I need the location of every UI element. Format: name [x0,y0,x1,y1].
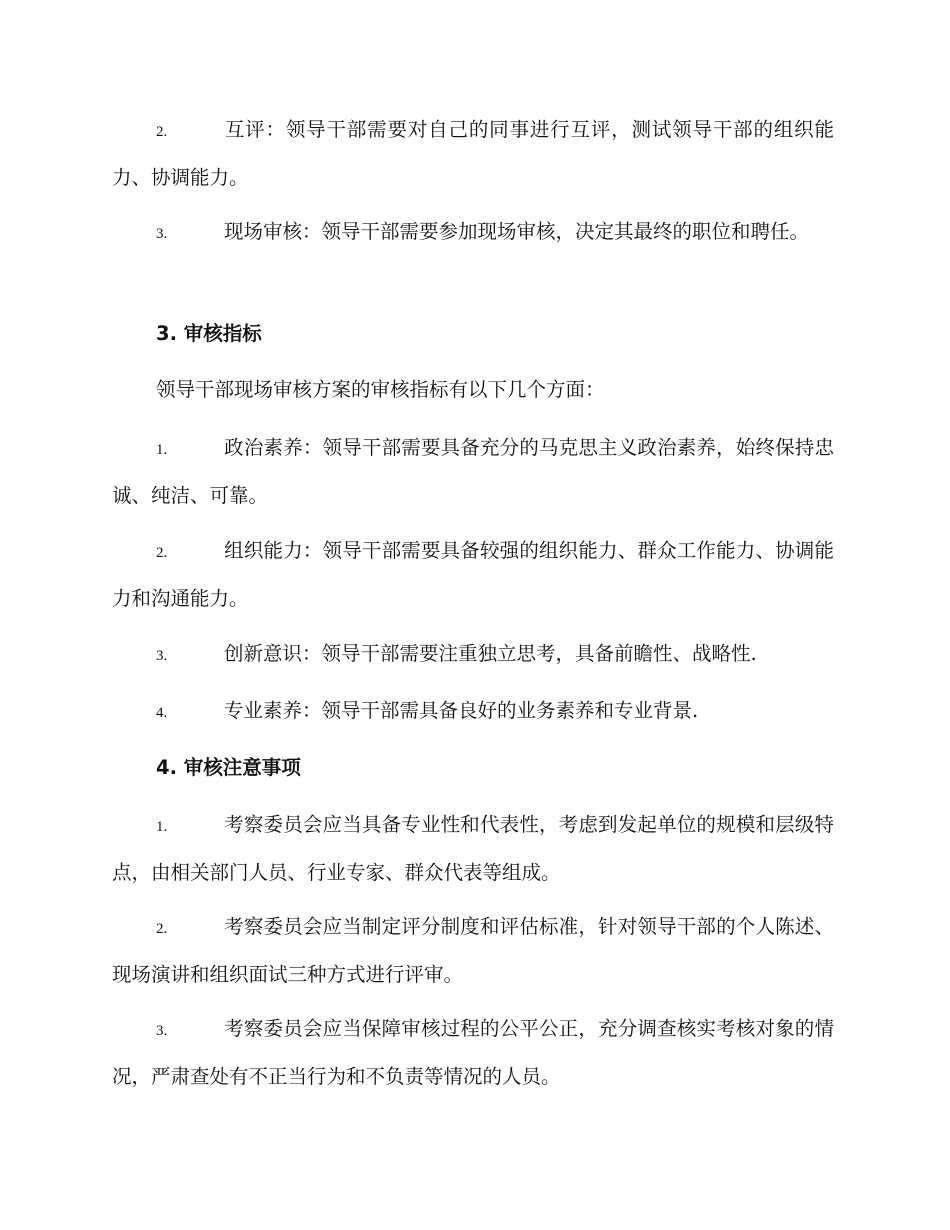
list-text: 政治素养：领导干部需要具备充分的马克思主义政治素养，始终保持忠诚、纯洁、可靠。 [112,436,834,507]
list-text: 考察委员会应当制定评分制度和评估标准，针对领导干部的个人陈述、现场演讲和组织面试三种方式进行评审。 [112,915,834,986]
list-number: 4. [156,705,168,721]
list-text: 互评：领导干部需要对自己的同事进行互评，测试领导干部的组织能力、协调能力。 [112,118,834,189]
list-number: 3. [156,226,168,242]
list-item [112,107,834,200]
list-text: 考察委员会应当保障审核过程的公平公正，充分调查核实考核对象的情况，严肃查处有不正当行为和不负责等情况的人员。 [112,1017,834,1088]
list-item [112,425,834,518]
list-number: 1. [156,819,168,835]
list-number: 3. [156,1023,168,1039]
list-item [112,904,834,997]
list-text: 现场审核：领导干部需要参加现场审核，决定其最终的职位和聘任。 [224,220,810,243]
list-number: 1. [156,442,168,458]
list-text: 专业素养：领导干部需具备良好的业务素养和专业背景. [224,699,699,722]
section-heading: 4. 审核注意事项 [156,756,301,779]
list-number: 2. [156,921,168,937]
list-text: 考察委员会应当具备专业性和代表性，考虑到发起单位的规模和层级特点，由相关部门人员、行业专家、群众代表等组成。 [112,813,834,884]
list-item [112,209,834,257]
list-number: 2. [156,545,168,561]
list-item [112,631,834,679]
paragraph: 领导干部现场审核方案的审核指标有以下几个方面： [156,378,605,401]
list-item [112,802,834,895]
list-item [112,528,834,621]
list-text: 组织能力：领导干部需要具备较强的组织能力、群众工作能力、协调能力和沟通能力。 [112,539,834,610]
list-number: 2. [156,124,168,140]
list-text: 创新意识：领导干部需要注重独立思考，具备前瞻性、战略性. [224,642,757,665]
list-item [112,688,834,736]
list-item [112,1006,834,1099]
section-heading: 3. 审核指标 [156,322,262,345]
list-number: 3. [156,648,168,664]
